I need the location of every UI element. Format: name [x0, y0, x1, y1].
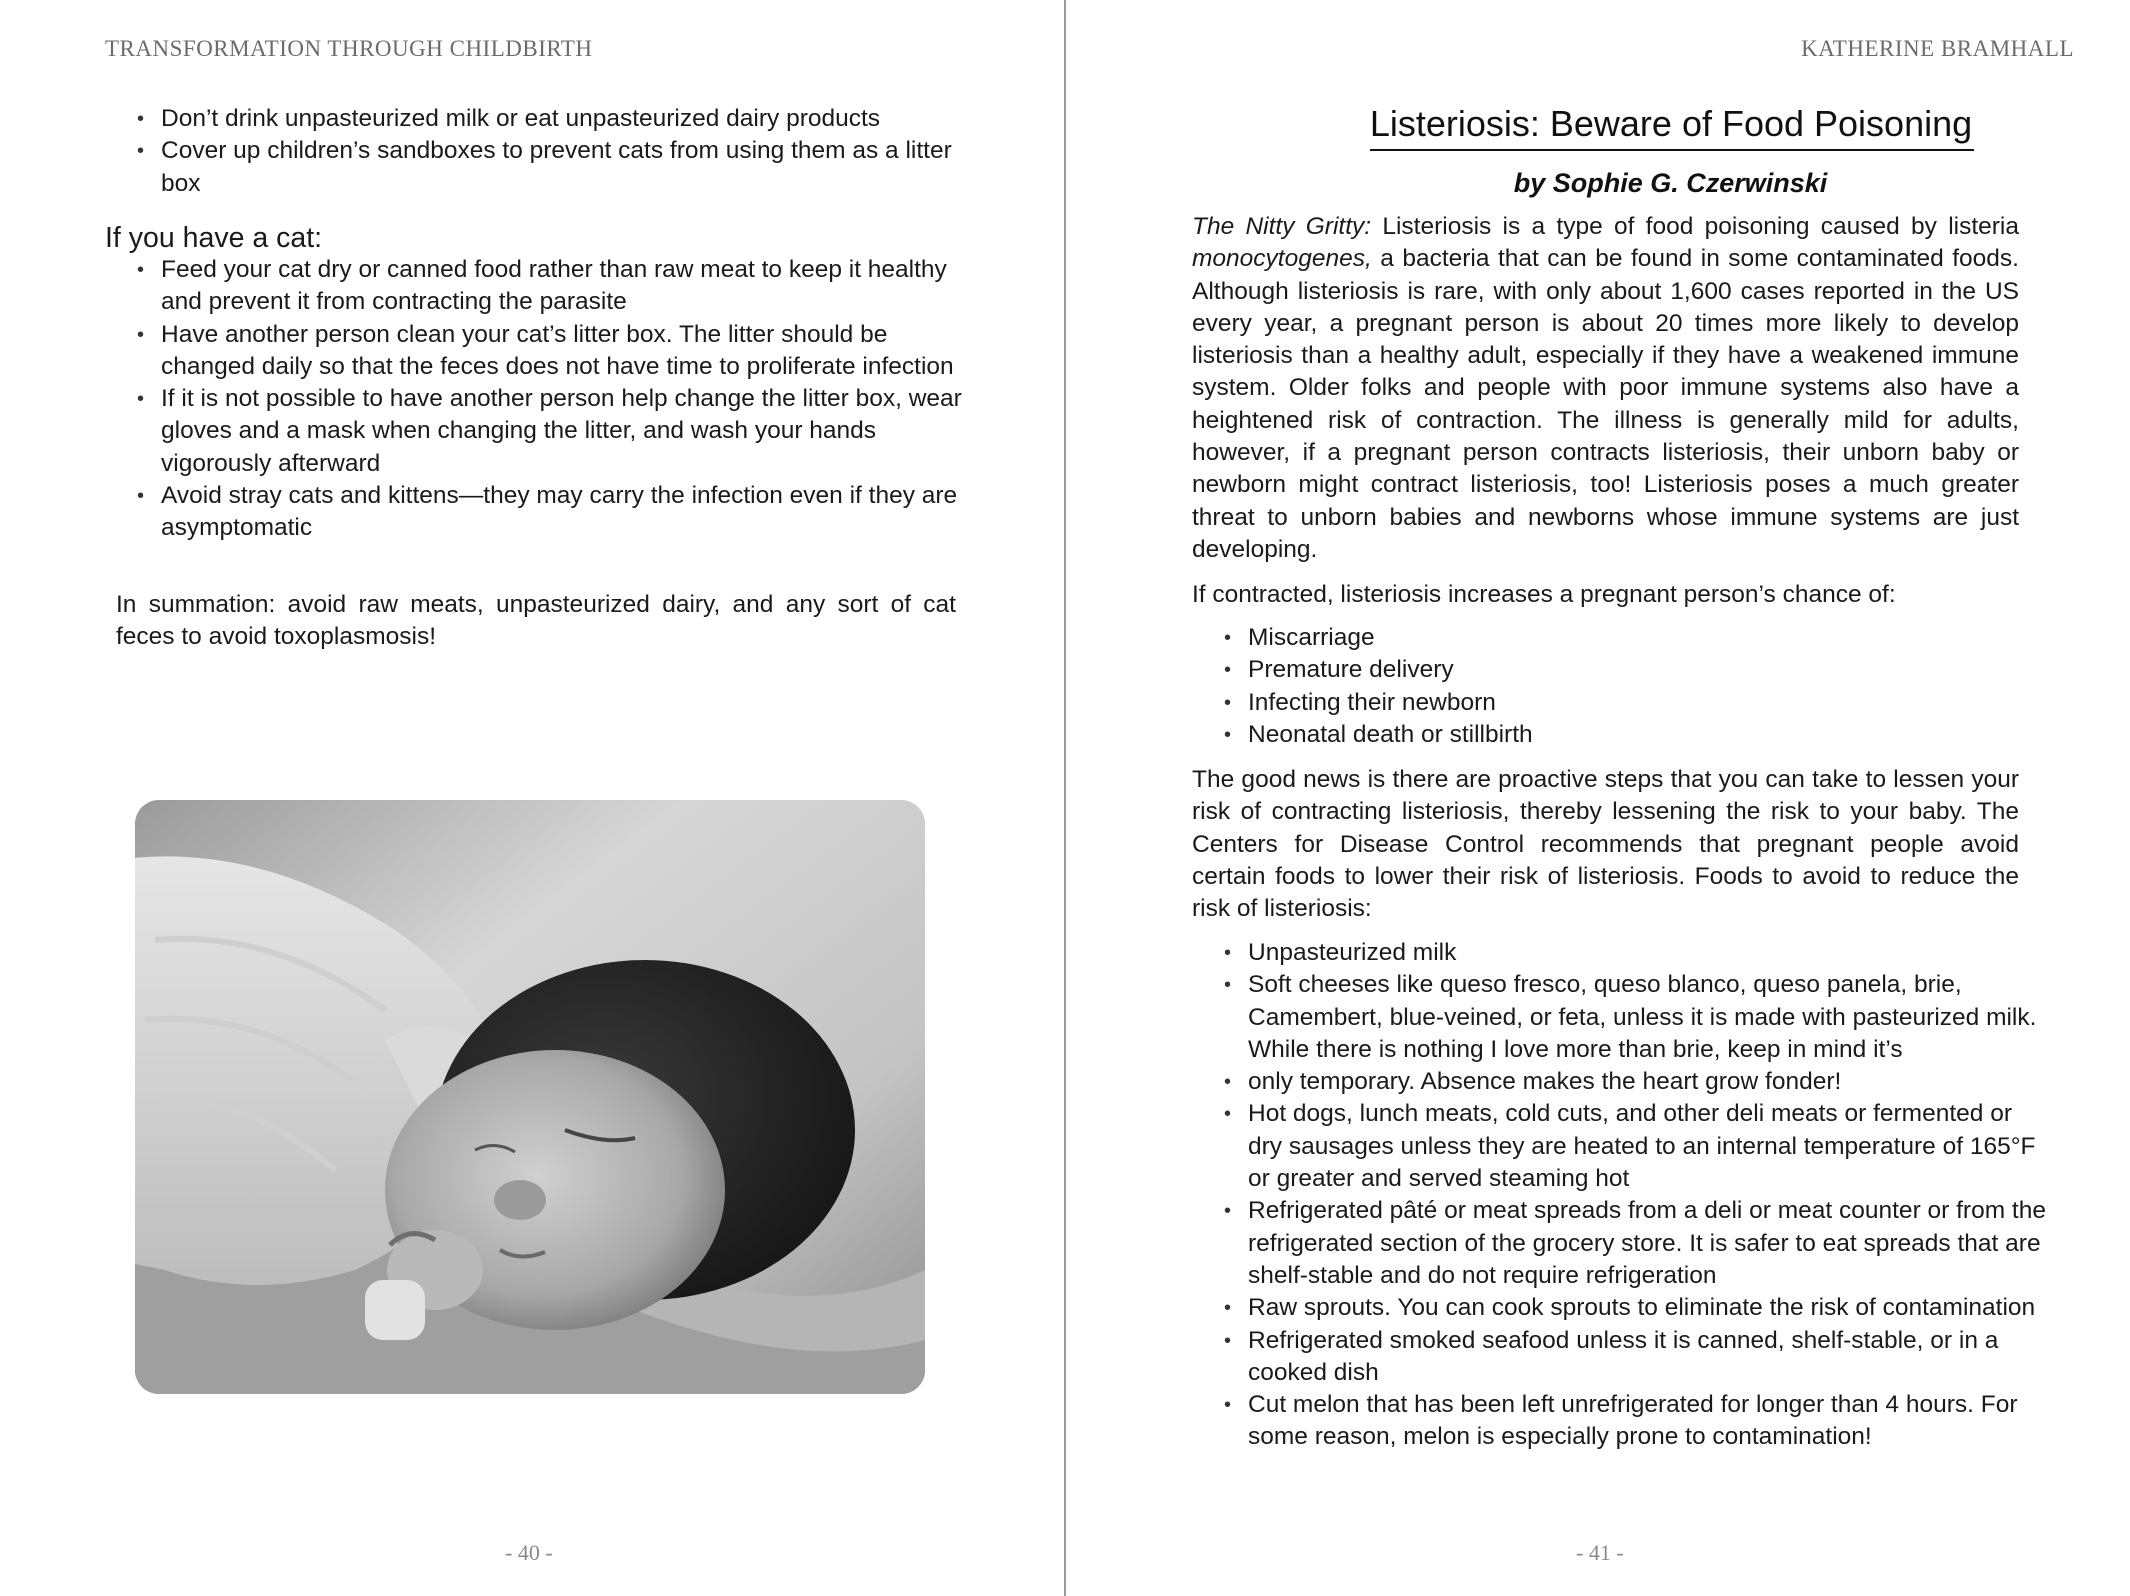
- article-byline: by Sophie G. Czerwinski: [1513, 168, 1828, 198]
- intro-text: Listeriosis is a type of food poisoning caused by listeria: [1371, 213, 2019, 240]
- list-item: • Hot dogs, lunch meats, cold cuts, and other deli meats or fermented or dry sausages unless they are heated to an internal temperature of 165°F or greater and served steaming hot: [1192, 1098, 2052, 1195]
- contracted-intro: If contracted, listeriosis increases a pregnant person’s chance of:: [1192, 581, 1896, 608]
- risk-list: [1192, 622, 2052, 751]
- list-item: • Neonatal death or stillbirth: [1192, 719, 2052, 751]
- intro-lead: The Nitty Gritty:: [1192, 213, 1372, 240]
- page-number-left: - 40 -: [505, 1540, 553, 1565]
- foods-to-avoid-list: [1192, 937, 2052, 1454]
- good-news-paragraph: The good news is there are proactive steps that you can take to lessen your risk of contracting listeriosis, thereby lessening the risk to your baby. The Centers for Disease Control recommends that pregnant people avoid certain foods to lower their risk of listeriosis. Foods to avoid to reduce the risk of listeriosis:: [1192, 766, 2019, 923]
- list-item: • only temporary. Absence makes the heart grow fonder!: [1192, 1066, 2052, 1098]
- right-page: [1066, 0, 2130, 1596]
- intro-paragraph: [1192, 211, 2019, 566]
- list-item: • Don’t drink unpasteurized milk or eat unpasteurized dairy products: [105, 103, 965, 135]
- list-item: • Refrigerated pâté or meat spreads from a deli or meat counter or from the refrigerated section of the grocery store. It is safer to eat spreads that are shelf-stable and do not require refrigeration: [1192, 1195, 2052, 1292]
- list-item: • If it is not possible to have another person help change the litter box, wear gloves and a mask when changing the litter, and wash your hands vigorously afterward: [105, 383, 965, 480]
- intro-text-continued: a bacteria that can be found in some contaminated foods. Although listeriosis is rare, with only about 1,600 cases reported in the US every year, a pregnant person is about 20 times more likely to develop listeriosis than a healthy adult, especially if they have a weakened immune system. Older folks and people with poor immune systems also have a heightened risk of contraction. The illness is generally mild for adults, however, if a pregnant person contracts listeriosis, their unborn baby or newborn might contract listeriosis, too! Listeriosis poses a much greater threat to unborn babies and newborns whose immune systems are just developing.: [1192, 245, 2019, 563]
- list-item: • Avoid stray cats and kittens—they may carry the infection even if they are asymptomatic: [105, 480, 965, 545]
- list-item: • Soft cheeses like queso fresco, queso blanco, queso panela, brie, Camembert, blue-veined, or feta, unless it is made with pasteurized milk. While there is nothing I love more than brie, keep in mind it’s: [1192, 969, 2052, 1066]
- running-head-left: TRANSFORMATION THROUGH CHILDBIRTH: [105, 36, 593, 61]
- list-item: • Feed your cat dry or canned food rather than raw meat to keep it healthy and prevent it from contracting the parasite: [105, 254, 965, 319]
- list-item: • Unpasteurized milk: [1192, 937, 2052, 969]
- list-item: • Miscarriage: [1192, 622, 2052, 654]
- list-item: • Raw sprouts. You can cook sprouts to eliminate the risk of contamination: [1192, 1292, 2052, 1324]
- dairy-sandbox-list: [105, 103, 965, 200]
- list-item: • Premature delivery: [1192, 654, 2052, 686]
- article-title-wrap: [1066, 101, 2130, 151]
- page-number-right: - 41 -: [1576, 1540, 1624, 1565]
- species-name: monocytogenes,: [1192, 245, 1372, 273]
- article-title: Listeriosis: Beware of Food Poisoning: [1370, 101, 1974, 151]
- list-item: • Cover up children’s sandboxes to prevent cats from using them as a litter box: [105, 135, 965, 200]
- cat-tips-list: [105, 254, 965, 545]
- list-item: • Cut melon that has been left unrefrigerated for longer than 4 hours. For some reason, melon is especially prone to contamination!: [1192, 1389, 2052, 1454]
- list-item: • Refrigerated smoked seafood unless it is canned, shelf-stable, or in a cooked dish: [1192, 1325, 2052, 1390]
- list-item: • Have another person clean your cat’s litter box. The litter should be changed daily so that the feces does not have time to proliferate infection: [105, 319, 965, 384]
- running-head-right: KATHERINE BRAMHALL: [1801, 36, 2074, 61]
- list-item: • Infecting their newborn: [1192, 687, 2052, 719]
- left-page: [0, 0, 1064, 1596]
- cat-section-heading: If you have a cat:: [105, 222, 323, 254]
- summary-paragraph: In summation: avoid raw meats, unpasteurized dairy, and any sort of cat feces to avoid toxoplasmosis!: [116, 591, 956, 651]
- sleeping-newborn-photo: [135, 800, 925, 1394]
